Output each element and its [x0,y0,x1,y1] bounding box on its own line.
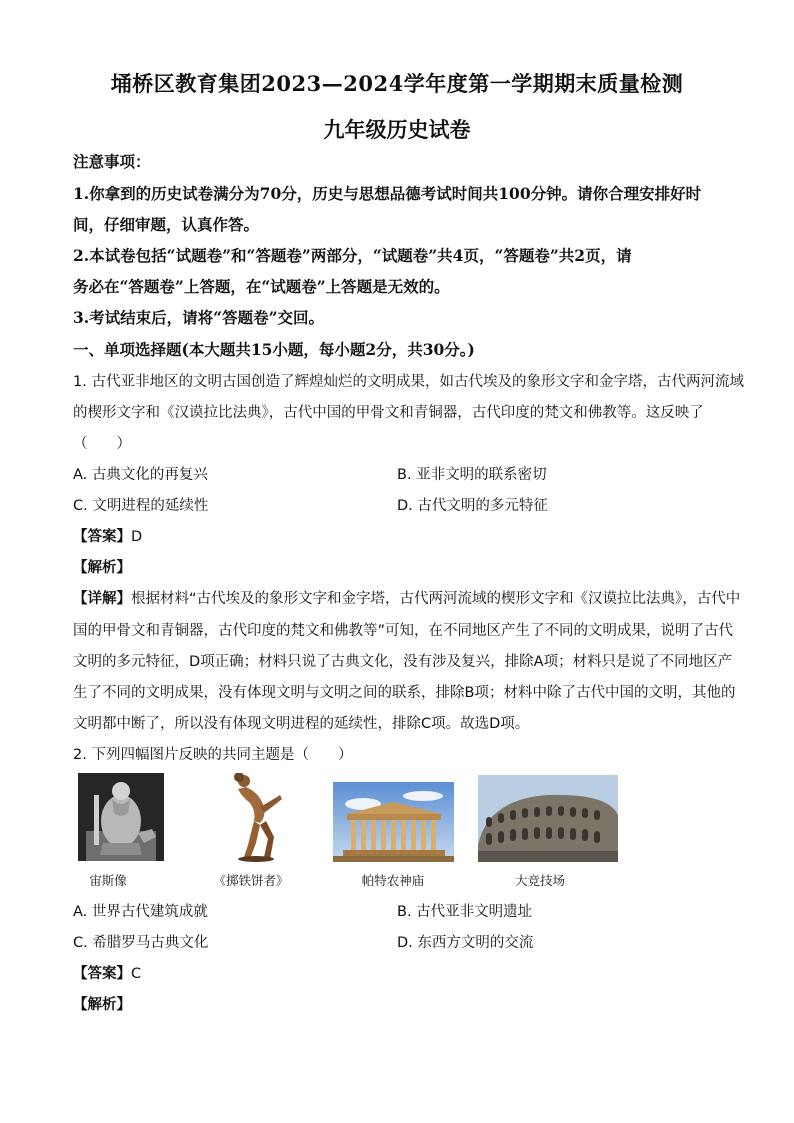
q1-answer [73,525,723,546]
exam-subtitle: 九年级历史试卷 [323,117,471,142]
q1-detail-tag: 【详解】 [73,591,131,607]
notice-line-3: 3.考试结束后，请将“答题卷”交回。 [73,308,325,327]
discobolus-image [220,773,290,863]
q1-detail-1 [73,587,741,608]
q2-option-d: D. 东西方文明的交流 [397,935,534,951]
notice-line-2: 2.本试卷包括“试题卷”和“答题卷”两部分，“试题卷”共4页，“答题卷”共2页，请 [73,246,632,265]
q1-option-a: A. 古典文化的再复兴 [73,467,208,483]
q1-option-d: D. 古代文明的多元特征 [397,498,548,514]
q1-stem-2: 的楔形文字和《汉谟拉比法典》，古代中国的甲骨文和青铜器，古代印度的梵文和佛教等。这反映了 [73,405,704,421]
q1-answer-value: D [131,529,143,545]
parthenon-image [333,782,454,862]
q1-stem-1: 1. 古代亚非地区的文明古国创造了辉煌灿烂的文明成果，如古代埃及的象形文字和金字塔，古代两河流域 [73,374,744,390]
q1-detail-4: 生了不同的文明成果，没有体现文明与文明之间的联系，排除B项；材料中除了古代中国的文明，其他的 [73,685,736,701]
q1-stem-3: （ ） [73,436,131,452]
colosseum-image [478,775,618,862]
caption-zeus: 宙斯像 [89,873,127,888]
notice-line-1b: 间，仔细审题，认真作答。 [73,215,260,234]
q2-answer-value: C [131,966,142,982]
notice-line-1: 1.你拿到的历史试卷满分为70分，历史与思想品德考试时间共100分钟。请你合理安排好时 [73,184,702,203]
section-heading: 一、单项选择题(本大题共15小题，每小题2分，共30分。) [73,340,475,359]
notice-heading: 注意事项： [73,152,151,171]
exam-title: 埇桥区教育集团2023—2024学年度第一学期期末质量检测 [110,71,684,96]
zeus-statue-image [78,773,164,861]
q2-stem: 2. 下列四幅图片反映的共同主题是（ ） [73,747,353,763]
q1-option-c: C. 文明进程的延续性 [73,498,209,514]
q2-option-c: C. 希腊罗马古典文化 [73,935,209,951]
q2-answer-tag: 【答案】 [73,966,131,982]
q2-analysis-tag: 【解析】 [73,997,131,1013]
q1-detail-2: 国的甲骨文和青铜器，古代印度的梵文和佛教等”可知，在不同地区产生了不同的文明成果，说明了古代 [73,623,734,639]
q2-answer [73,962,723,983]
q1-answer-tag: 【答案】 [73,529,131,545]
q2-option-a: A. 世界古代建筑成就 [73,904,208,920]
q1-detail-5: 文明都中断了，所以没有体现文明进程的延续性，排除C项。故选D项。 [73,716,530,732]
caption-parthenon: 帕特农神庙 [361,873,425,888]
q1-analysis-tag: 【解析】 [73,560,131,576]
q2-option-b: B. 古代亚非文明遗址 [397,904,533,920]
q1-option-b: B. 亚非文明的联系密切 [397,467,547,483]
q1-detail-text-1: 根据材料“古代埃及的象形文字和金字塔，古代两河流域的楔形文字和《汉谟拉比法典》，古代中 [131,591,741,607]
caption-discobolus: 《掷铁饼者》 [213,873,289,888]
notice-line-2b: 务必在“答题卷”上答题，在“试题卷”上答题是无效的。 [73,277,450,296]
q1-detail-3: 文明的多元特征，D项正确；材料只说了古典文化，没有涉及复兴，排除A项；材料只是说了不同地区产 [73,654,733,670]
caption-colosseum: 大竞技场 [514,873,565,888]
